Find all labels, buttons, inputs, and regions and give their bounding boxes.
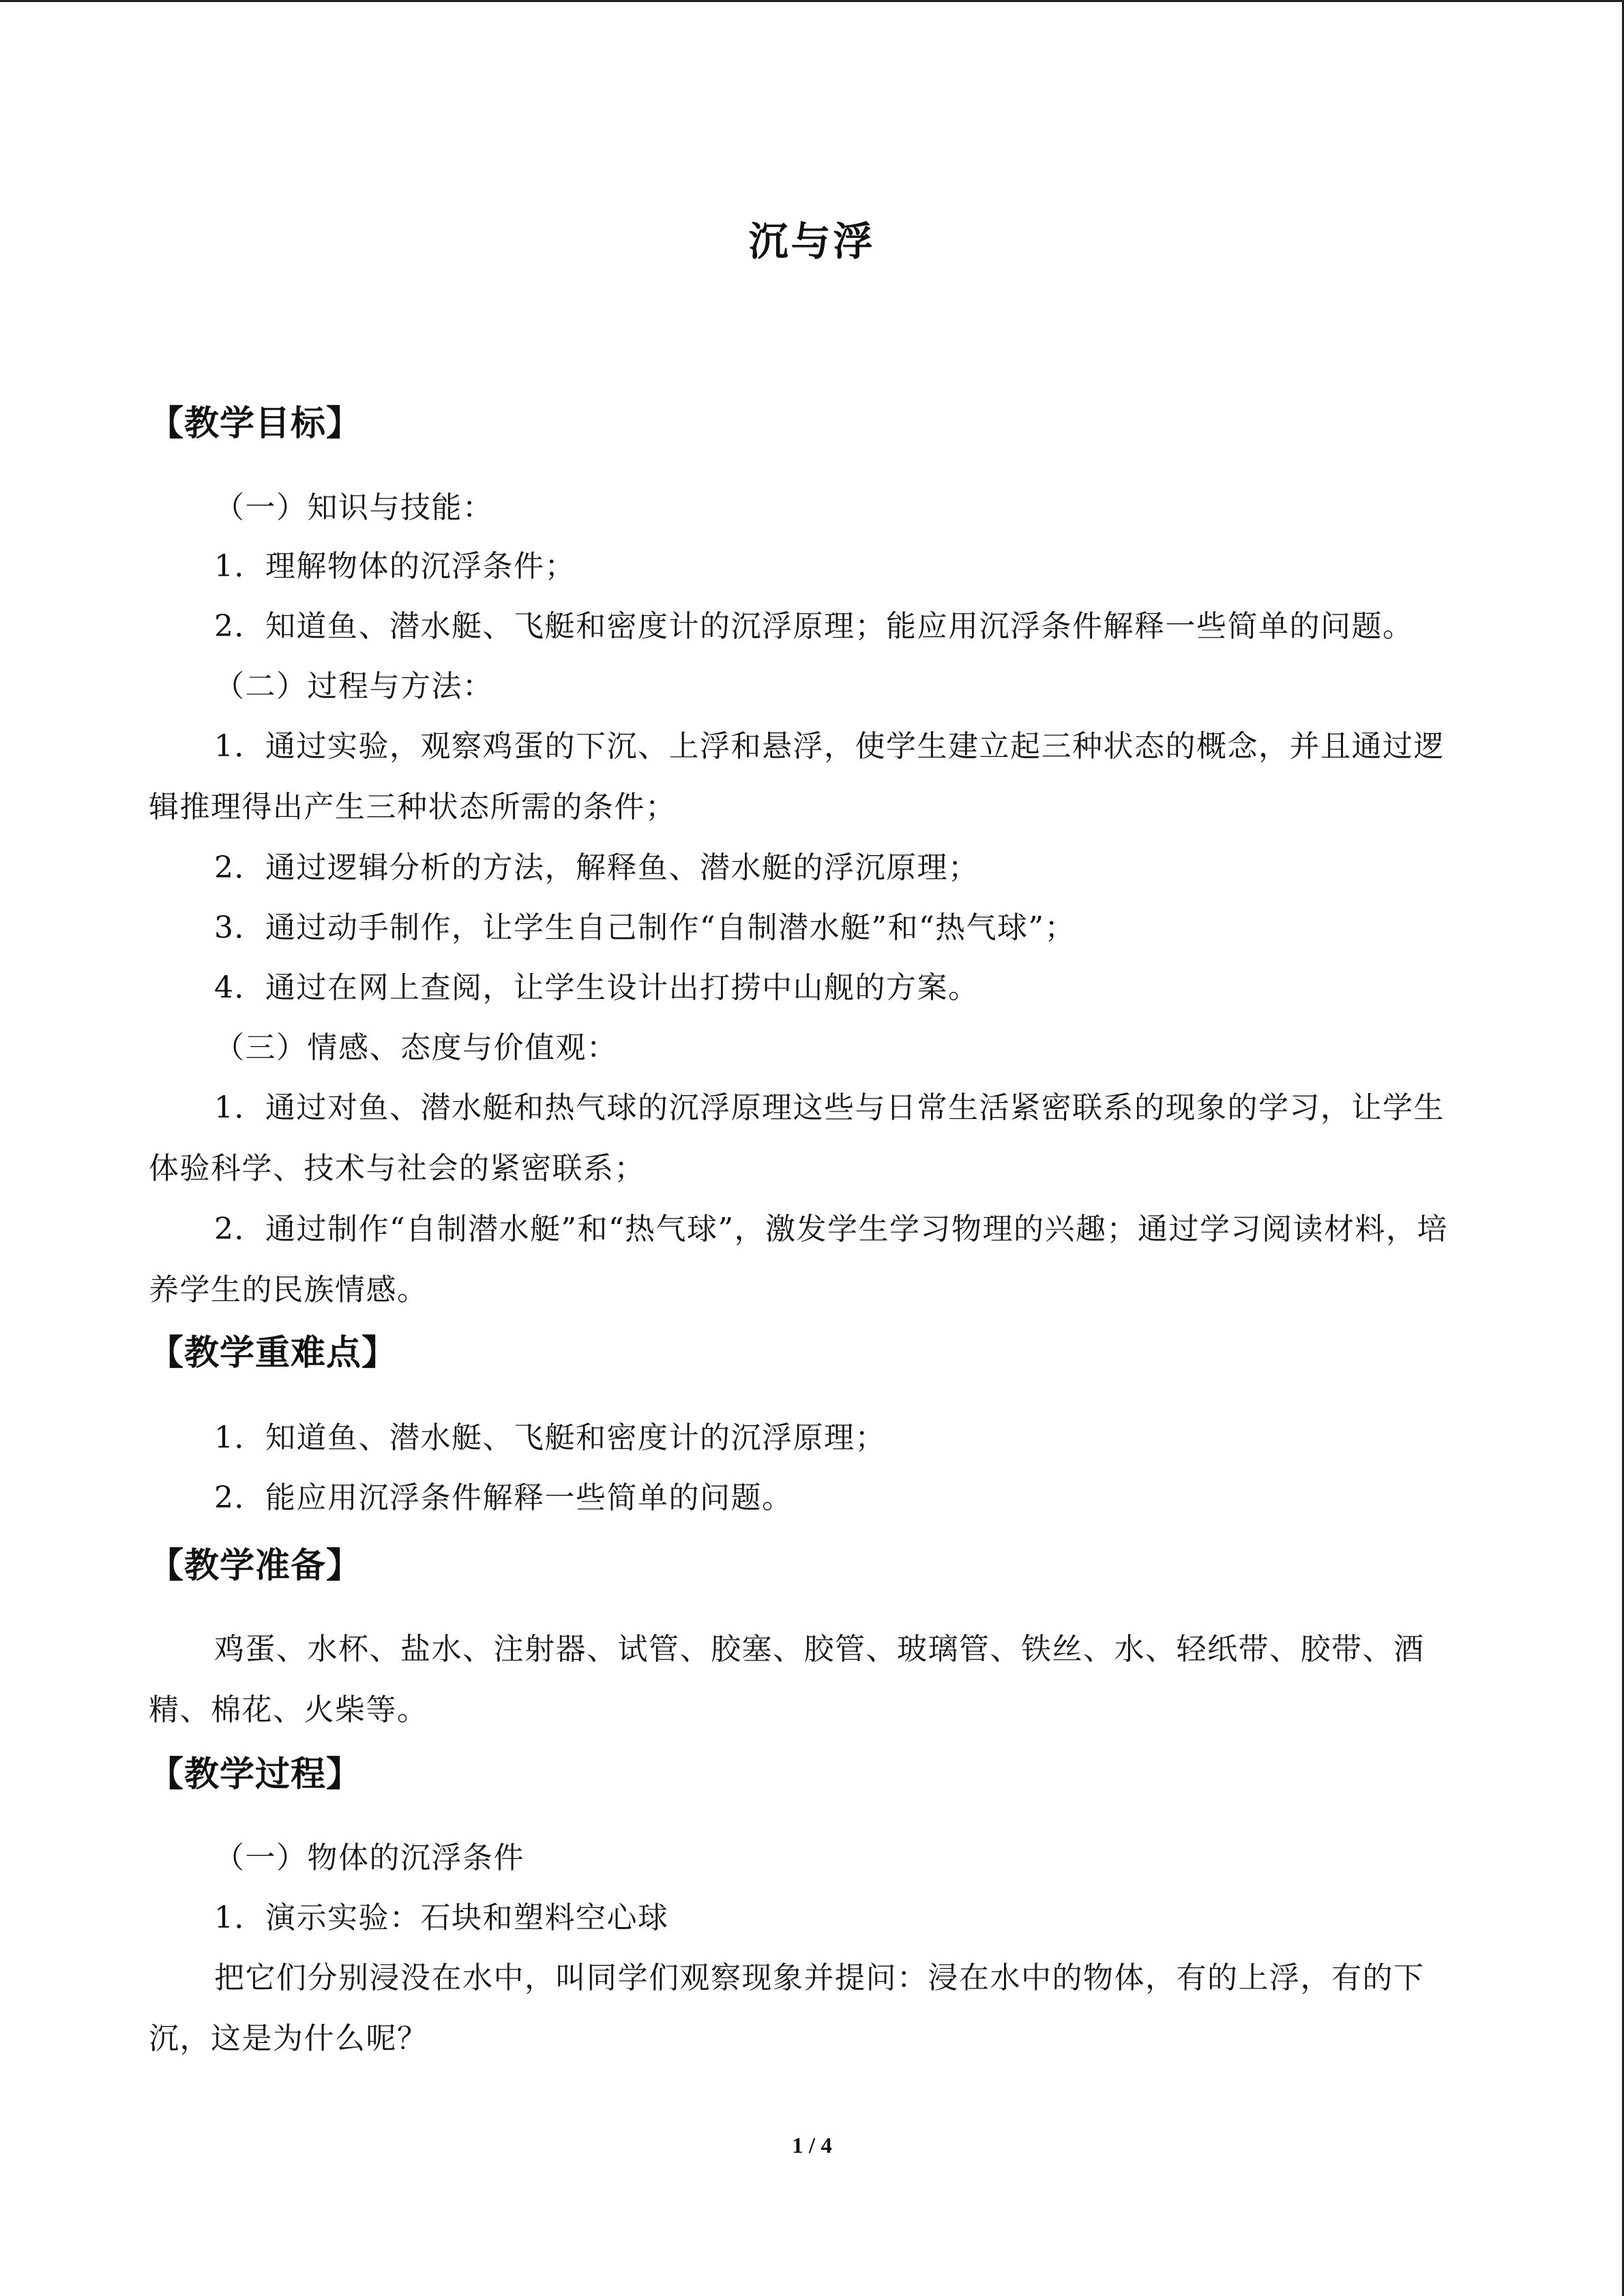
heading-key-points: 【教学重难点】 [149,1332,398,1373]
heading-objectives: 【教学目标】 [149,403,362,444]
page-title: 沉与浮 [748,218,876,265]
objectives-item-6: 4．通过在网上查阅，让学生设计出打捞中山舰的方案。 [214,970,979,1005]
objectives-item-2: 2．知道鱼、潜水艇、飞艇和密度计的沉浮原理；能应用沉浮条件解释一些简单的问题。 [214,609,1414,644]
objectives-item-5: 3．通过动手制作，让学生自己制作“自制潜水艇”和“热气球”； [214,910,1076,945]
page-border-top [0,0,1624,2]
objectives-item-3: 1．通过实验，观察鸡蛋的下沉、上浮和悬浮，使学生建立起三种状态的概念，并且通过逻辑推理得出产生三种状态所需的条件； [149,729,1445,824]
objectives-subheading-values: （三）情感、态度与价值观： [214,1030,618,1065]
heading-preparation: 【教学准备】 [149,1545,362,1586]
key-points-item-2: 2．能应用沉浮条件解释一些简单的问题。 [214,1480,793,1515]
preparation-materials: 鸡蛋、水杯、盐水、注射器、试管、胶塞、胶管、玻璃管、铁丝、水、轻纸带、胶带、酒精、棉花、火柴等。 [149,1632,1425,1727]
process-paragraph-1: 把它们分别浸没在水中，叫同学们观察现象并提问：浸在水中的物体，有的上浮，有的下沉，这是为什么呢？ [149,1960,1425,2056]
page-number: 1 / 4 [792,2134,832,2158]
objectives-item-7: 1．通过对鱼、潜水艇和热气球的沉浮原理这些与日常生活紧密联系的现象的学习，让学生体验科学、技术与社会的紧密联系； [149,1090,1445,1186]
process-item-1: 1．演示实验：石块和塑料空心球 [214,1900,669,1935]
objectives-item-1: 1．理解物体的沉浮条件； [214,549,576,584]
key-points-item-1: 1．知道鱼、潜水艇、飞艇和密度计的沉浮原理； [214,1420,886,1455]
process-subheading-1: （一）物体的沉浮条件 [214,1840,525,1875]
objectives-item-4: 2．通过逻辑分析的方法，解释鱼、潜水艇的浮沉原理； [214,850,979,885]
heading-process: 【教学过程】 [149,1754,362,1795]
objectives-item-8: 2．通过制作“自制潜水艇”和“热气球”，激发学生学习物理的兴趣；通过学习阅读材料，培养学生的民族情感。 [149,1212,1448,1307]
objectives-subheading-knowledge: （一）知识与技能： [214,490,494,525]
objectives-subheading-process: （二）过程与方法： [214,669,494,704]
